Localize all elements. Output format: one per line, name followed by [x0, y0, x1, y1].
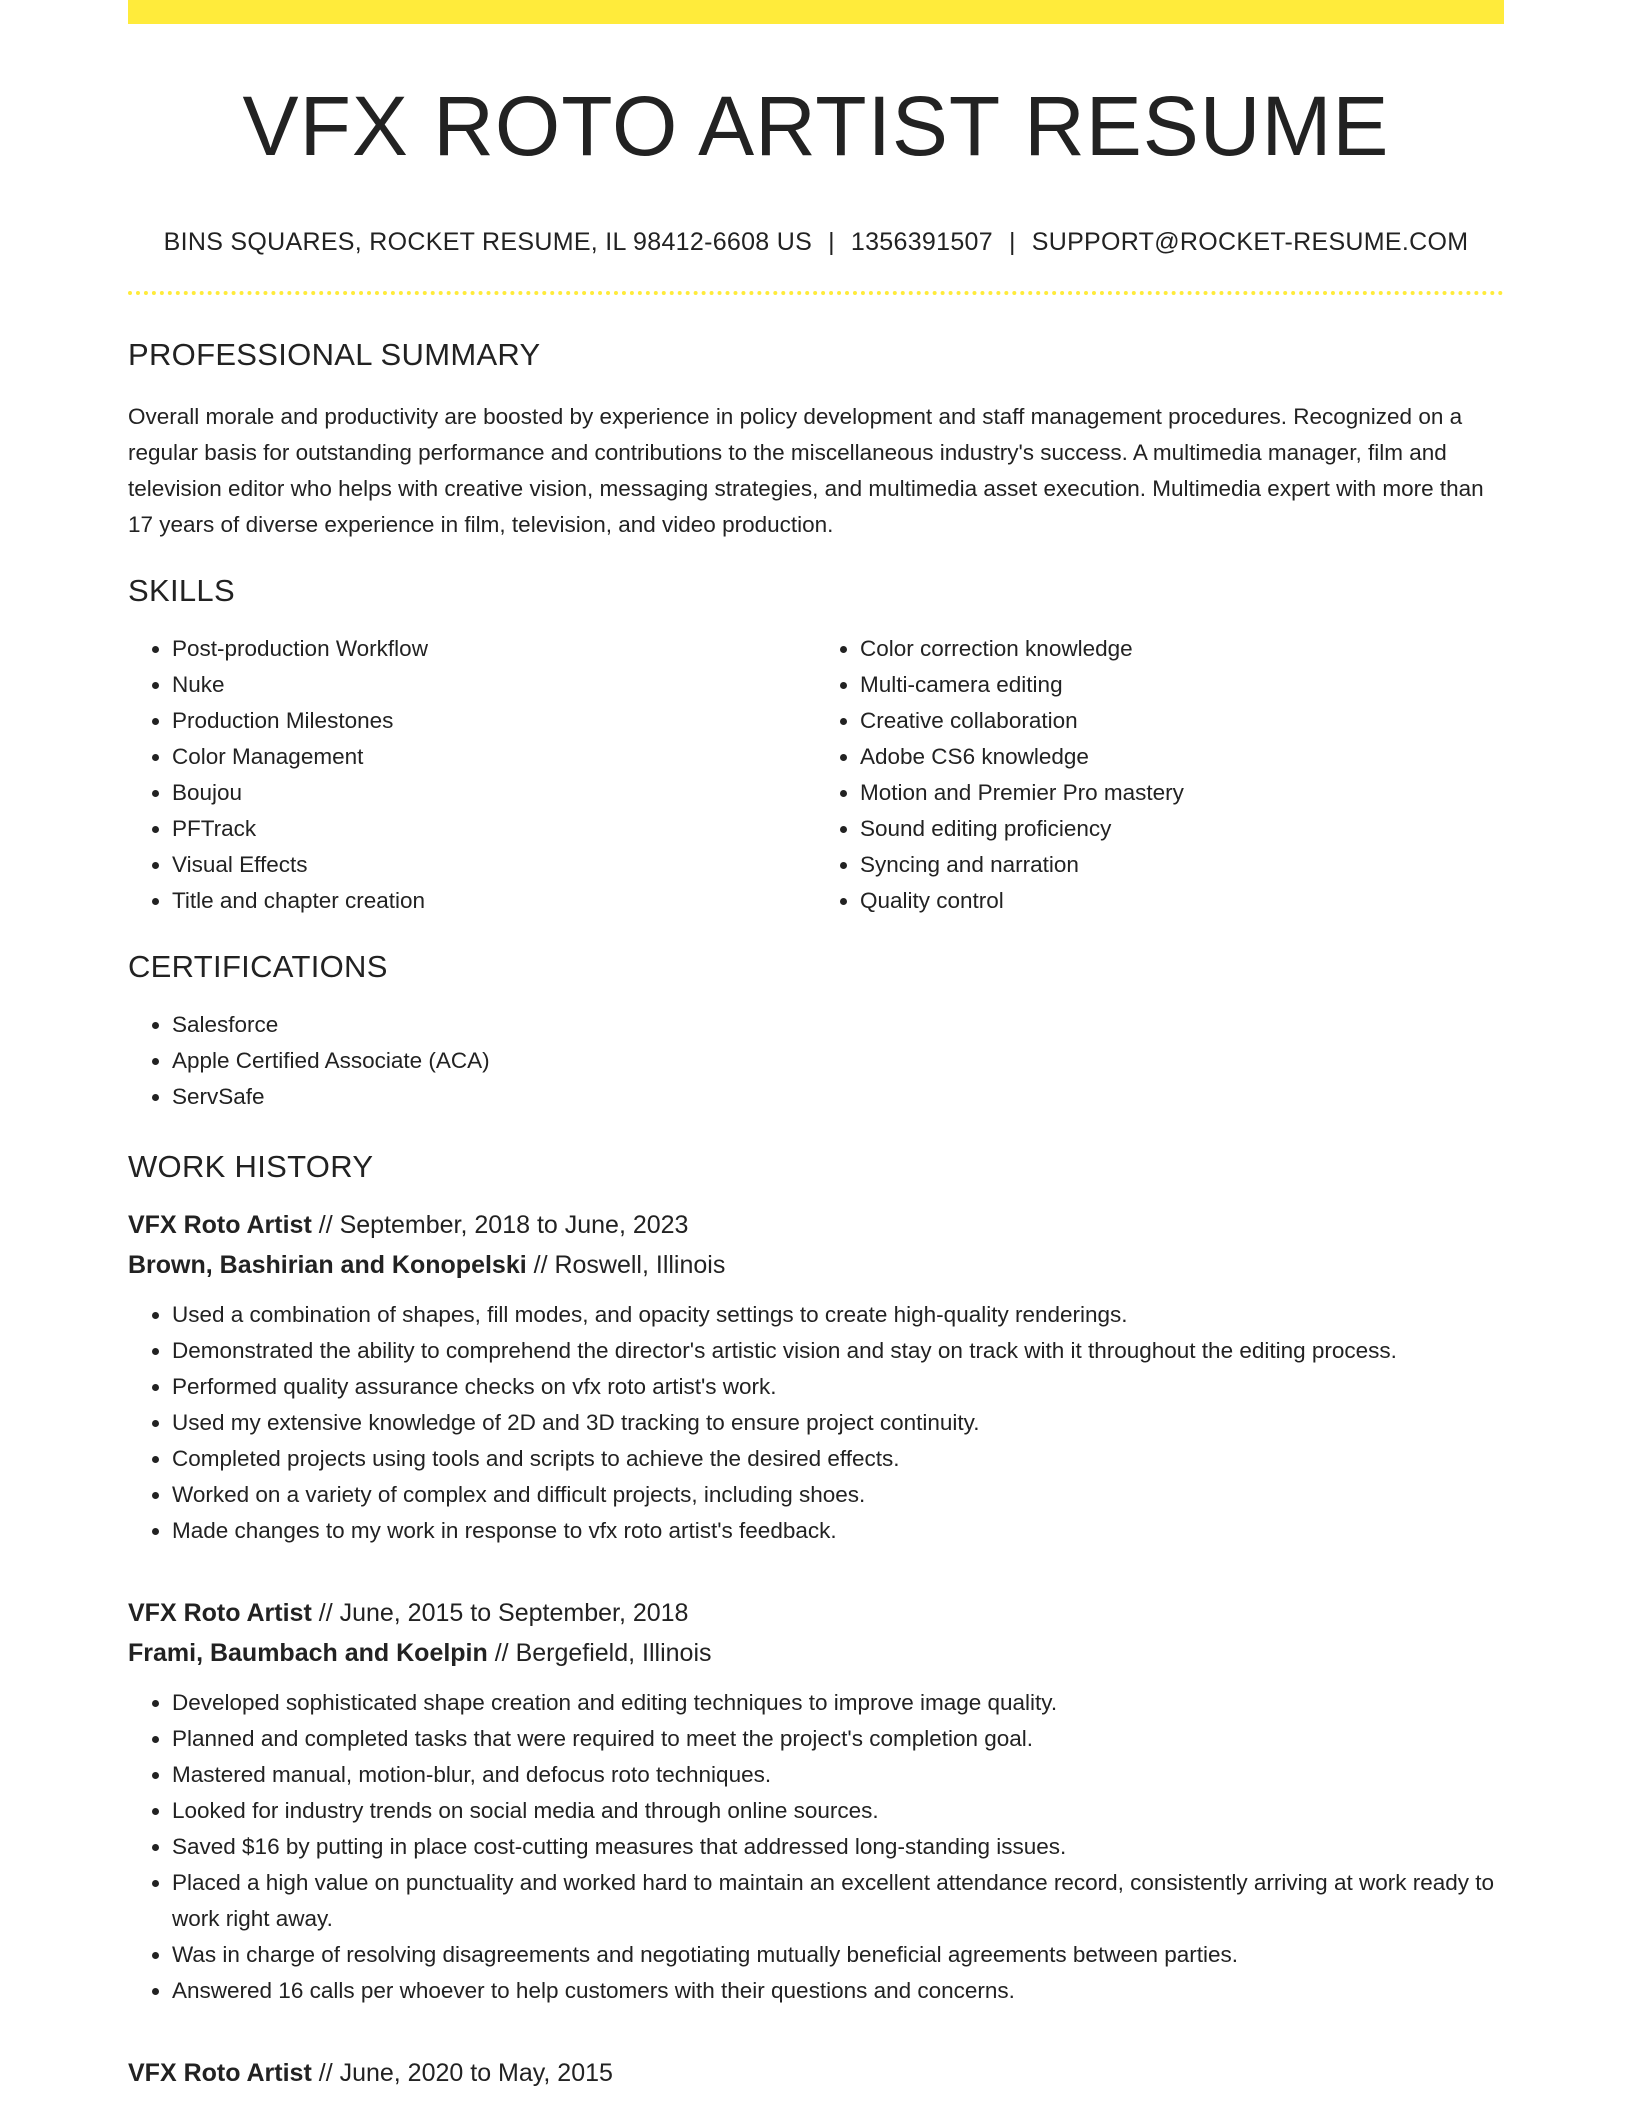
job-bullet: • Performed quality assurance checks on vfx roto artist's work.: [172, 1369, 1504, 1405]
job-dates: // June, 2015 to September, 2018: [311, 1599, 689, 1627]
contact-phone: 1356391507: [850, 228, 993, 256]
job-title-line: [128, 1593, 1504, 1633]
accent-top-bar: [128, 0, 1504, 24]
resume-title: VFX ROTO ARTIST RESUME: [242, 79, 1390, 173]
job-entry: [128, 1593, 1504, 2009]
job-bullet: • Placed a high value on punctuality and worked hard to maintain an excellent attendance record, consistently arriving at work ready to work right away.: [172, 1865, 1504, 1937]
job-bullet: • Looked for industry trends on social media and through online sources.: [172, 1793, 1504, 1829]
job-entry: [128, 2053, 1504, 2093]
job-company: Brown, Bashirian and Konopelski: [128, 1251, 527, 1279]
certification-item: • ServSafe: [172, 1079, 1504, 1115]
certifications-heading: CERTIFICATIONS: [128, 949, 388, 984]
work-history-heading: WORK HISTORY: [128, 1149, 374, 1184]
skills-list-left: [128, 631, 816, 919]
job-bullet: • Completed projects using tools and scripts to achieve the desired effects.: [172, 1441, 1504, 1477]
work-history-section: [128, 1149, 1504, 2093]
contact-email: SUPPORT@ROCKET-RESUME.COM: [1031, 228, 1469, 256]
skills-list-right: [816, 631, 1504, 919]
contact-address: BINS SQUARES, ROCKET RESUME, IL 98412-6608 US: [163, 228, 813, 256]
skill-item: • Quality control: [860, 883, 1504, 919]
job-location: // Roswell, Illinois: [526, 1251, 726, 1279]
job-bullet: • Answered 16 calls per whoever to help customers with their questions and concerns.: [172, 1973, 1504, 2009]
job-company-line: [128, 1633, 1504, 1673]
job-title: VFX Roto Artist: [128, 2059, 312, 2087]
skill-item: • Visual Effects: [172, 847, 816, 883]
summary-text: Overall morale and productivity are boosted by experience in policy development and staff management procedures. Recognized on a regular basis for outstanding performance and contributions to the miscellaneous industry's success. A multimedia manager, film and television editor who helps with creative vision, messaging strategies, and multimedia asset execution. Multimedia expert with more than 17 years of diverse experience in film, television, and video production.: [128, 404, 1484, 537]
job-location: // Bergefield, Illinois: [487, 1639, 712, 1667]
summary-section: [128, 337, 1504, 543]
skill-item: • Post-production Workflow: [172, 631, 816, 667]
skills-section: [128, 573, 1504, 919]
job-company-line: [128, 1245, 1504, 1285]
job-title: VFX Roto Artist: [128, 1599, 312, 1627]
job-bullets: [128, 1685, 1504, 2009]
certifications-section: [128, 949, 1504, 1115]
skill-item: • Creative collaboration: [860, 703, 1504, 739]
job-bullet: • Was in charge of resolving disagreements and negotiating mutually beneficial agreements between parties.: [172, 1937, 1504, 1973]
skill-item: • Syncing and narration: [860, 847, 1504, 883]
job-bullet: • Saved $16 by putting in place cost-cutting measures that addressed long-standing issues.: [172, 1829, 1504, 1865]
summary-heading: PROFESSIONAL SUMMARY: [128, 337, 541, 372]
job-title-line: [128, 1205, 1504, 1245]
skill-item: • Title and chapter creation: [172, 883, 816, 919]
resume-page: [128, 0, 1504, 2093]
job-dates: // September, 2018 to June, 2023: [311, 1211, 689, 1239]
job-title-line: [128, 2053, 1504, 2093]
skill-item: • Production Milestones: [172, 703, 816, 739]
skill-item: • Nuke: [172, 667, 816, 703]
job-entry: [128, 1205, 1504, 1549]
job-bullets: [128, 1297, 1504, 1549]
dotted-divider: [128, 291, 1504, 295]
job-bullet: • Planned and completed tasks that were required to meet the project's completion goal.: [172, 1721, 1504, 1757]
job-bullet: • Made changes to my work in response to vfx roto artist's feedback.: [172, 1513, 1504, 1549]
certification-item: • Salesforce: [172, 1007, 1504, 1043]
skill-item: • Adobe CS6 knowledge: [860, 739, 1504, 775]
job-bullet: • Used a combination of shapes, fill modes, and opacity settings to create high-quality renderings.: [172, 1297, 1504, 1333]
job-dates: // June, 2020 to May, 2015: [311, 2059, 613, 2087]
skill-item: • PFTrack: [172, 811, 816, 847]
skill-item: • Boujou: [172, 775, 816, 811]
contact-line: [128, 228, 1504, 257]
job-company: Frami, Baumbach and Koelpin: [128, 1639, 488, 1667]
contact-separator: |: [828, 228, 835, 256]
job-bullet: • Developed sophisticated shape creation and editing techniques to improve image quality.: [172, 1685, 1504, 1721]
certification-item: • Apple Certified Associate (ACA): [172, 1043, 1504, 1079]
job-bullet: • Used my extensive knowledge of 2D and 3D tracking to ensure project continuity.: [172, 1405, 1504, 1441]
contact-separator: |: [1008, 228, 1016, 256]
job-bullet: • Worked on a variety of complex and difficult projects, including shoes.: [172, 1477, 1504, 1513]
job-bullet: • Mastered manual, motion-blur, and defocus roto techniques.: [172, 1757, 1504, 1793]
skills-columns: [128, 631, 1504, 919]
skill-item: • Color Management: [172, 739, 816, 775]
job-title: VFX Roto Artist: [128, 1211, 312, 1239]
skill-item: • Motion and Premier Pro mastery: [860, 775, 1504, 811]
skill-item: • Multi-camera editing: [860, 667, 1504, 703]
skill-item: • Sound editing proficiency: [860, 811, 1504, 847]
job-bullet: • Demonstrated the ability to comprehend the director's artistic vision and stay on track with it throughout the editing process.: [172, 1333, 1504, 1369]
certifications-list: [128, 1007, 1504, 1115]
skill-item: • Color correction knowledge: [860, 631, 1504, 667]
skills-heading: SKILLS: [128, 573, 235, 608]
